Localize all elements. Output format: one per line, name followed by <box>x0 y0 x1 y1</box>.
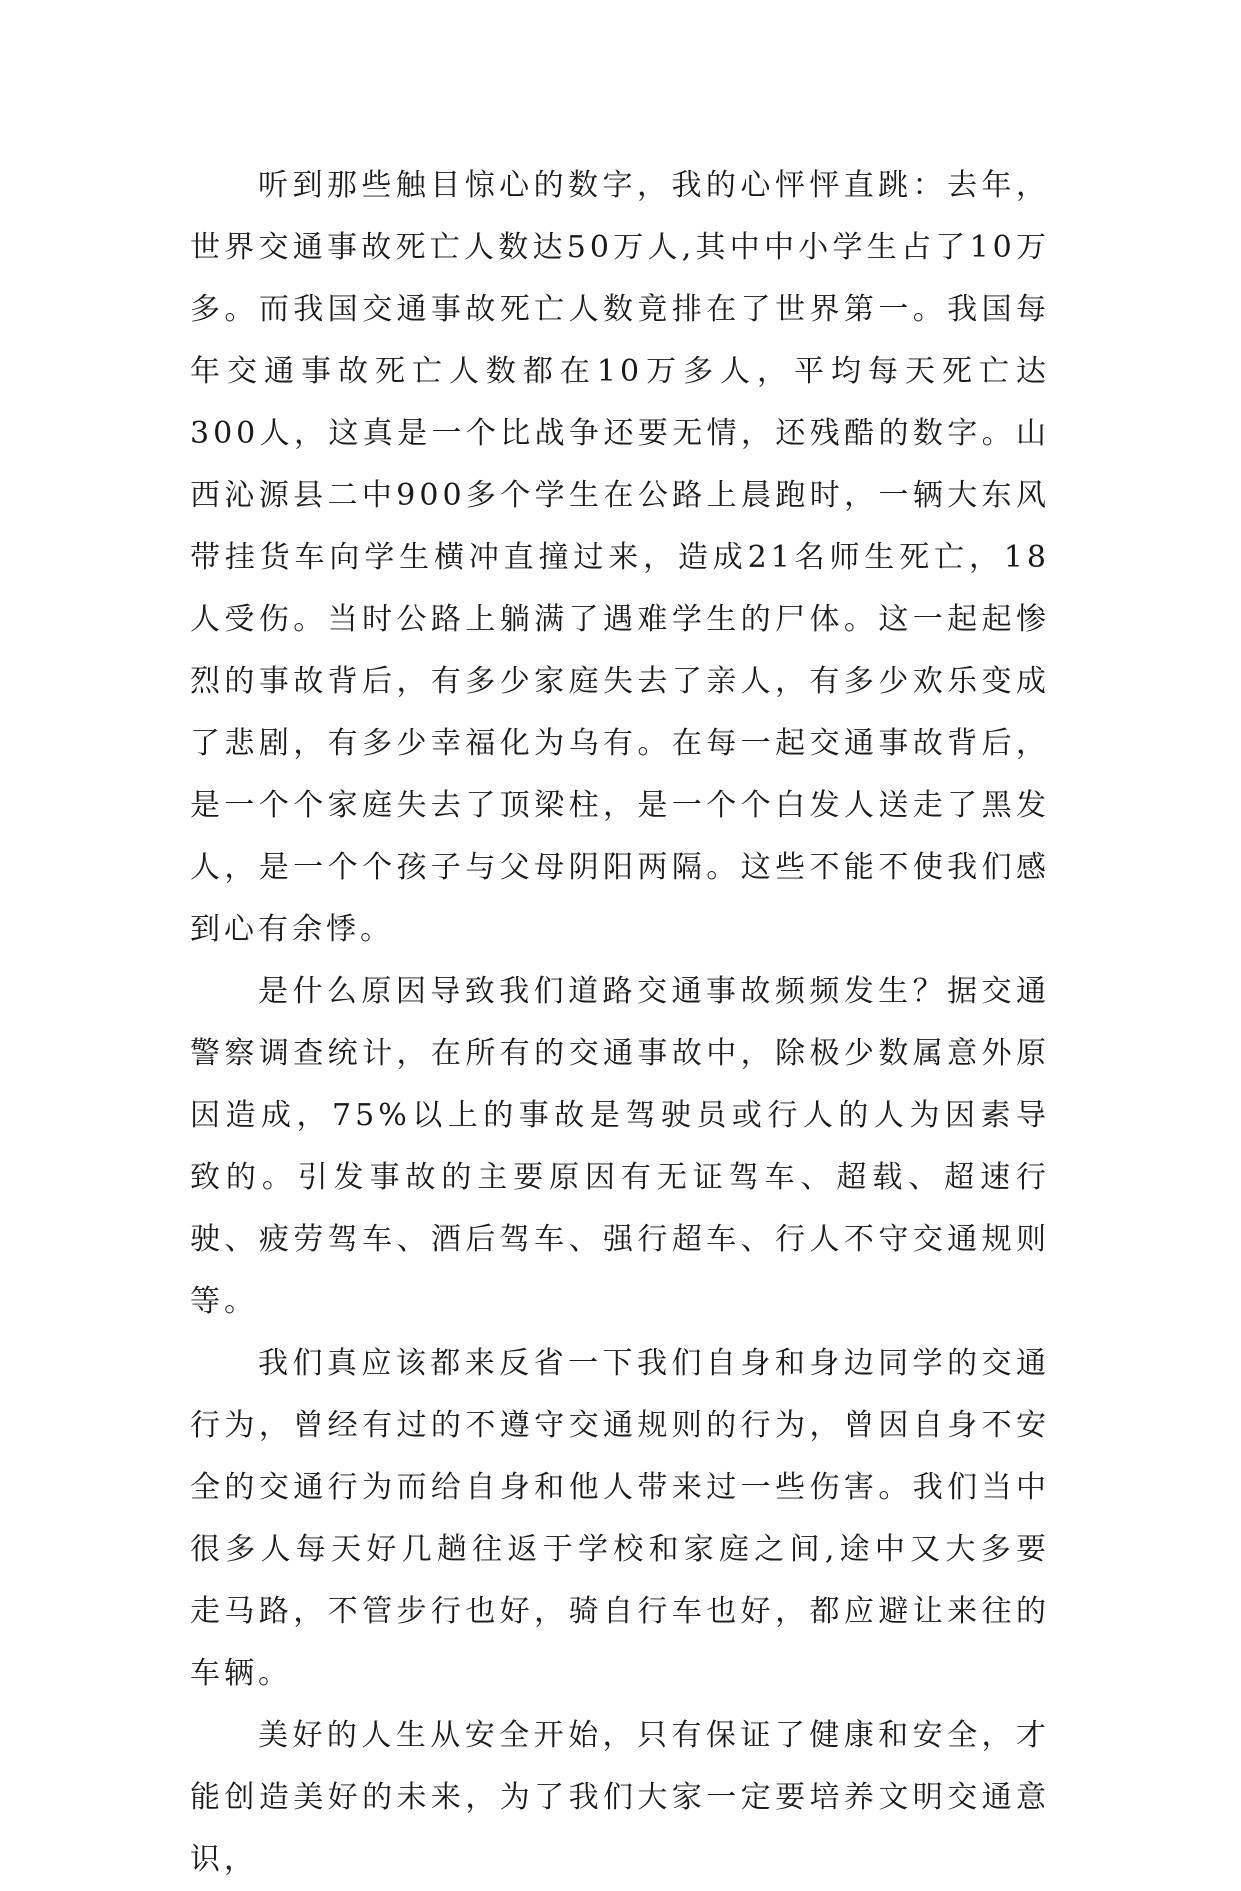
document-body <box>190 155 1050 1891</box>
paragraph-traffic-statistics: 听到那些触目惊心的数字，我的心怦怦直跳：去年，世界交通事故死亡人数达50万人,其中中小学生占了10万多。而我国交通事故死亡人数竟排在了世界第一。我国每年交通事故死亡人数都在10万多人，平均每天死亡达300人，这真是一个比战争还要无情，还残酷的数字。山西沁源县二中900多个学生在公路上晨跑时，一辆大东风带挂货车向学生横冲直撞过来，造成21名师生死亡，18人受伤。当时公路上躺满了遇难学生的尸体。这一起起惨烈的事故背后，有多少家庭失去了亲人，有多少欢乐变成了悲剧，有多少幸福化为乌有。在每一起交通事故背后，是一个个家庭失去了顶梁柱，是一个个白发人送走了黑发人，是一个个孩子与父母阴阳两隔。这些不能不使我们感到心有余悸。 <box>190 168 1050 947</box>
paragraph-self-reflection: 我们真应该都来反省一下我们自身和身边同学的交通行为，曾经有过的不遵守交通规则的行为，曾因自身不安全的交通行为而给自身和他人带来过一些伤害。我们当中很多人每天好几趟往返于学校和家庭之间,途中又大多要走马路，不管步行也好，骑自行车也好，都应避让来往的车辆。 <box>190 1346 1050 1691</box>
paragraph-safety-future: 美好的人生从安全开始，只有保证了健康和安全，才能创造美好的未来，为了我们大家一定要培养文明交通意识， <box>190 1718 1050 1877</box>
paragraph-accident-causes: 是什么原因导致我们道路交通事故频频发生？据交通警察调查统计，在所有的交通事故中，除极少数属意外原因造成，75%以上的事故是驾驶员或行人的人为因素导致的。引发事故的主要原因有无证驾车、超载、超速行驶、疲劳驾车、酒后驾车、强行超车、行人不守交通规则等。 <box>190 974 1050 1319</box>
